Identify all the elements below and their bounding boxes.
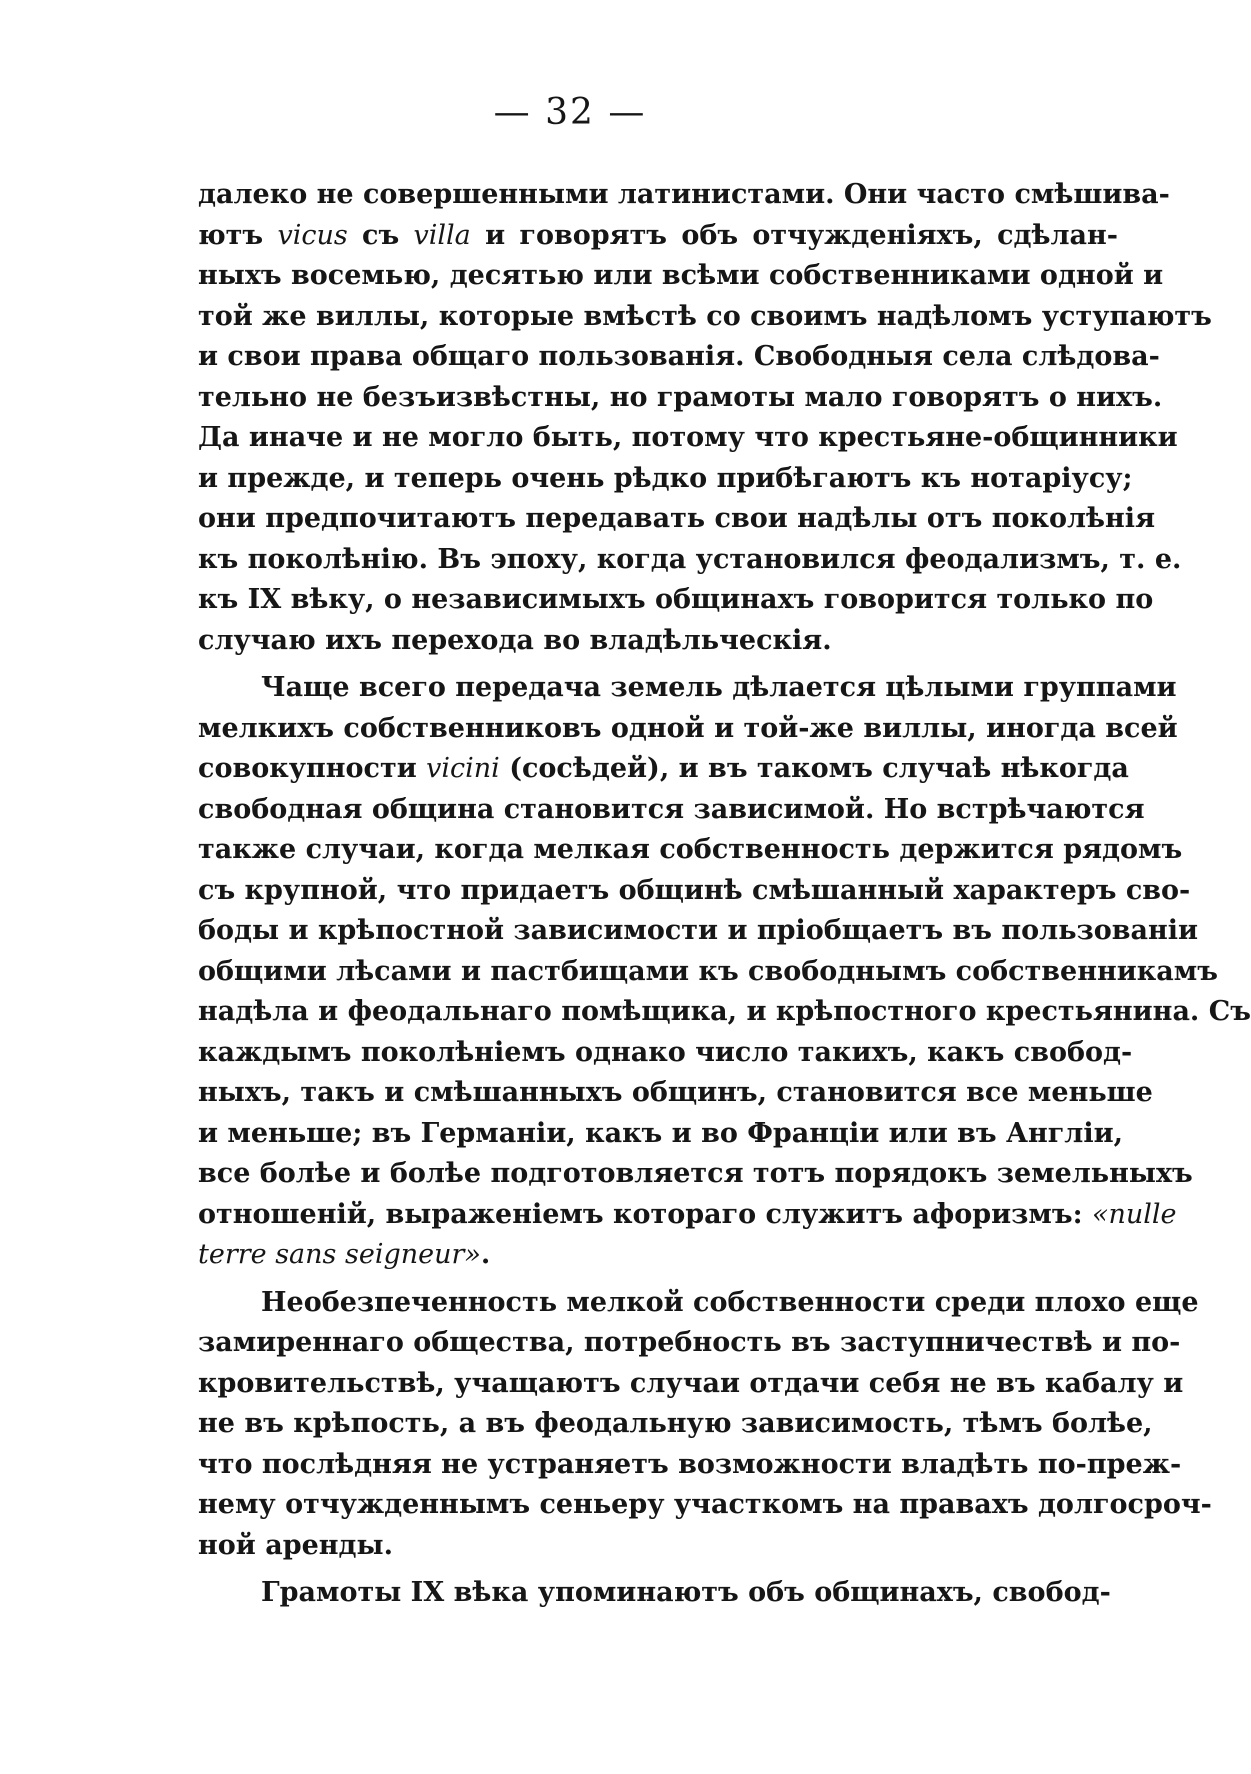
- text-run: кровительствѣ, учащаютъ случаи отдачи себя не въ кабалу и: [198, 1367, 1184, 1399]
- paragraph-gap: [198, 1566, 1118, 1573]
- text-line: [198, 668, 1177, 709]
- paragraph-gap: [198, 661, 1118, 668]
- text-run: что послѣдняя не устраняетъ возможности владѣть по-преж-: [198, 1448, 1182, 1480]
- text-line: [198, 337, 1160, 378]
- text-run: также случаи, когда мелкая собственность держится рядомъ: [198, 834, 1183, 865]
- text-run: (сосѣдей), и въ такомъ случаѣ нѣкогда: [499, 753, 1129, 784]
- text-line: [198, 459, 1133, 500]
- text-line: [198, 1404, 1153, 1445]
- text-run: ныхъ, такъ и смѣшанныхъ общинъ, становится все меньше: [198, 1077, 1153, 1108]
- text-line: [198, 790, 1145, 831]
- text-run: ютъ: [198, 219, 278, 251]
- text-run: къ IX вѣку, о независимыхъ общинахъ говорится только по: [198, 584, 1154, 615]
- text-line: [198, 378, 1163, 419]
- text-run: .: [480, 1239, 491, 1270]
- text-line: [198, 749, 1129, 790]
- italic-latin-term: vicini: [426, 753, 500, 784]
- italic-latin-term: villa: [413, 219, 471, 251]
- text-line: [198, 1323, 1181, 1364]
- text-run: и прежде, и теперь очень рѣдко прибѣгаютъ къ нотаріусу;: [198, 462, 1133, 494]
- text-run: съ крупной, что придаетъ общинѣ смѣшанный характеръ сво-: [198, 874, 1191, 906]
- italic-latin-term: vicus: [277, 219, 348, 251]
- text-run: Чаще всего передача земель дѣлается цѣлыми группами: [261, 672, 1177, 703]
- text-line: [198, 1485, 1212, 1526]
- text-run: случаю ихъ перехода во владѣльческія.: [198, 624, 832, 656]
- text-run: свободная община становится зависимой. Но встрѣчаются: [198, 793, 1145, 825]
- text-line: [198, 709, 1178, 750]
- text-line: [198, 1073, 1153, 1114]
- text-run: ныхъ восемью, десятью или всѣми собственниками одной и: [198, 260, 1164, 291]
- text-line: [198, 1445, 1182, 1486]
- text-line: [198, 297, 1212, 338]
- text-line: [198, 911, 1199, 952]
- text-line: [198, 1114, 1124, 1155]
- text-line: [198, 1364, 1184, 1405]
- text-body: [198, 175, 1251, 1614]
- text-run: нему отчужденнымъ сеньеру участкомъ на правахъ долгосроч-: [198, 1489, 1212, 1520]
- text-run: и свои права общаго пользованія. Свободныя села слѣдова-: [198, 341, 1160, 372]
- text-line: [198, 256, 1164, 297]
- text-run: Да иначе и не могло быть, потому что крестьяне-общинники: [198, 422, 1178, 453]
- text-run: и меньше; въ Германіи, какъ и во Франціи или въ Англіи,: [198, 1117, 1124, 1149]
- text-line: [198, 1526, 1118, 1567]
- text-run: все болѣе и болѣе подготовляется тотъ порядокъ земельныхъ: [198, 1158, 1193, 1189]
- text-run: тельно не безъизвѣстны, но грамоты мало говорятъ о нихъ.: [198, 381, 1163, 413]
- text-line: [198, 1195, 1177, 1236]
- italic-latin-term: «nulle: [1091, 1198, 1177, 1230]
- text-line: [198, 1154, 1193, 1195]
- text-run: къ поколѣнію. Въ эпоху, когда установился феодализмъ, т. е.: [198, 543, 1182, 575]
- text-run: замиреннаго общества, потребность въ заступничествѣ и по-: [198, 1327, 1181, 1358]
- text-line: [198, 1033, 1133, 1074]
- text-run: общими лѣсами и пастбищами къ свободнымъ собственникамъ: [198, 955, 1218, 987]
- text-run: Грамоты IX вѣка упоминаютъ объ общинахъ, свобод-: [261, 1577, 1111, 1608]
- text-line: [198, 1573, 1118, 1614]
- text-run: далеко не совершенными латинистами. Они часто смѣшива-: [198, 179, 1170, 210]
- text-run: боды и крѣпостной зависимости и пріобщаетъ въ пользованіи: [198, 915, 1199, 946]
- text-line: [198, 952, 1218, 993]
- text-line: [198, 418, 1178, 459]
- text-run: и говорятъ объ отчужденіяхъ, сдѣлан-: [470, 219, 1118, 251]
- text-run: той же виллы, которые вмѣстѣ со своимъ надѣломъ уступаютъ: [198, 300, 1212, 332]
- text-run: не въ крѣпость, а въ феодальную зависимость, тѣмъ болѣе,: [198, 1408, 1153, 1439]
- paragraph-gap: [198, 1276, 1118, 1283]
- text-line: [198, 830, 1183, 871]
- text-run: надѣла и феодальнаго помѣщика, и крѣпостного крестьянина. Съ: [198, 996, 1251, 1027]
- text-line: [198, 540, 1182, 581]
- text-run: ной аренды.: [198, 1529, 393, 1561]
- text-line: [198, 1283, 1199, 1324]
- text-line: [198, 499, 1156, 540]
- text-line: [198, 175, 1170, 216]
- text-line: [198, 580, 1154, 621]
- text-run: съ: [347, 219, 414, 251]
- text-line: [198, 871, 1191, 912]
- text-run: отношеній, выраженіемъ котораго служитъ афоризмъ:: [198, 1198, 1092, 1230]
- text-line: [198, 992, 1251, 1033]
- text-line: [198, 216, 1118, 257]
- text-run: они предпочитаютъ передавать свои надѣлы отъ поколѣнія: [198, 503, 1156, 534]
- text-line: [198, 621, 1118, 662]
- text-run: Необезпеченность мелкой собственности среди плохо еще: [261, 1286, 1199, 1318]
- text-run: мелкихъ собственниковъ одной и той-же виллы, иногда всей: [198, 712, 1178, 744]
- page-number: — 32 —: [493, 92, 647, 133]
- italic-latin-term: terre sans seigneur»: [198, 1239, 481, 1270]
- text-line: [198, 1235, 1118, 1276]
- text-run: каждымъ поколѣніемъ однако число такихъ, какъ свобод-: [198, 1036, 1133, 1068]
- text-run: совокупности: [198, 753, 427, 784]
